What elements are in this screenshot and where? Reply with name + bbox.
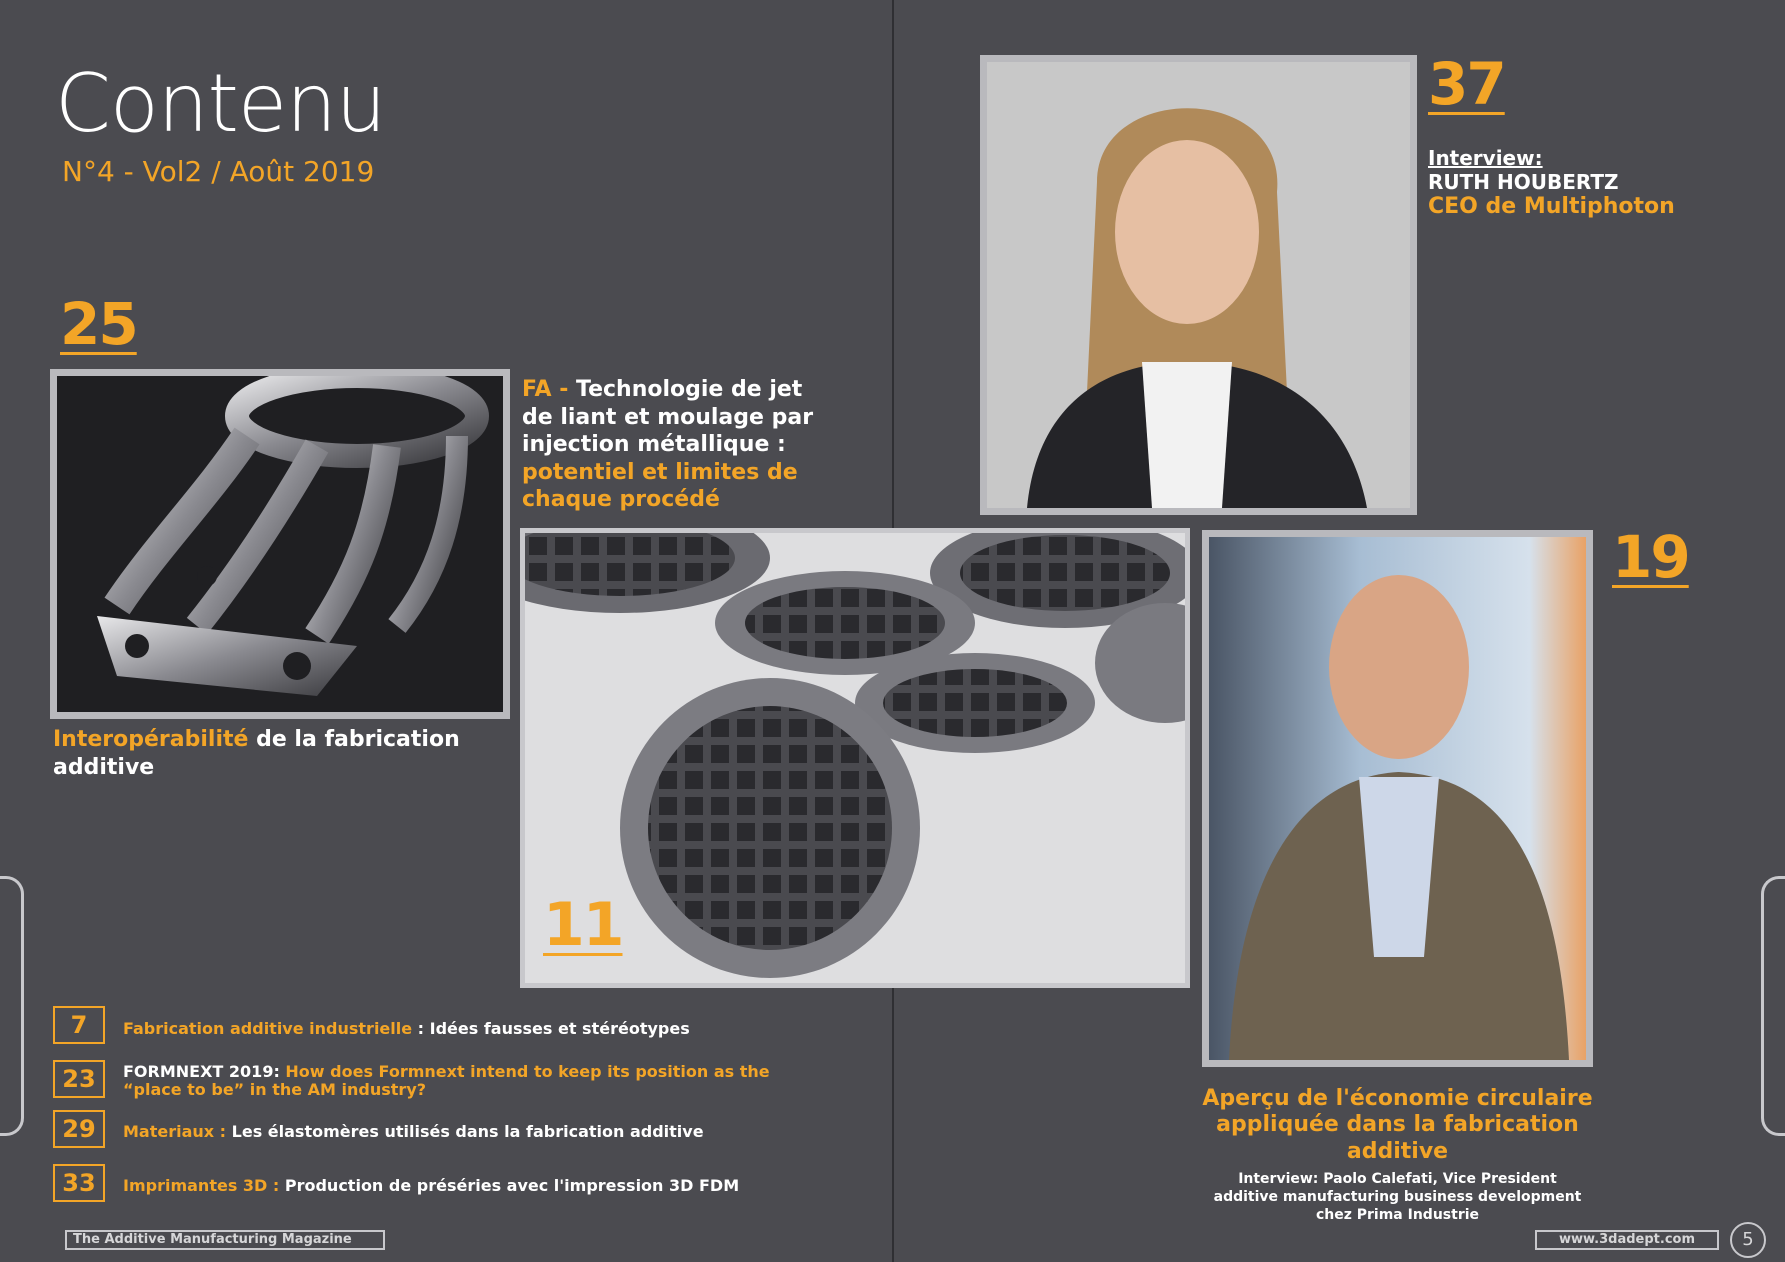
portrait-illustration [987, 62, 1410, 508]
feature-19-title[interactable]: Aperçu de l'économie circulaire appliquée dans la fabrication additive [1202, 1086, 1593, 1164]
feature-11-number[interactable]: 11 [543, 890, 623, 960]
toc-page-number: 29 [53, 1110, 105, 1148]
website-link[interactable]: www.3dadept.com [1535, 1230, 1719, 1250]
toc-description: Production de préséries avec l'impression 3D FDM [279, 1176, 740, 1195]
toc-item-text [123, 1063, 770, 1099]
interview-label: Interview: [1428, 146, 1543, 170]
metal-bracket-photo[interactable] [50, 369, 510, 719]
feature-11-main: Technologie de jet de liant et moulage par injection métallique : [522, 377, 814, 457]
toc-description: Idées fausses et stéréotypes [429, 1019, 690, 1038]
toc-category: Materiaux : [123, 1122, 227, 1141]
feature-37-number[interactable]: 37 [1428, 50, 1505, 118]
toc-description: Les élastomères utilisés dans la fabrication additive [226, 1122, 704, 1141]
toc-category: Imprimantes 3D : [123, 1176, 280, 1195]
ruth-houbertz-photo[interactable] [980, 55, 1417, 515]
page-title: Contenu [55, 57, 386, 150]
feature-19-subtitle: Interview: Paolo Calefati, Vice President additive manufacturing business development chez Prima Industrie [1213, 1171, 1582, 1224]
feature-11-prefix: FA - [522, 377, 576, 402]
paolo-calefati-photo[interactable] [1202, 530, 1593, 1067]
feature-25-number[interactable]: 25 [60, 290, 137, 358]
toc-separator: : [412, 1019, 430, 1038]
toc-category: Fabrication additive industrielle [123, 1019, 413, 1038]
portrait-illustration-2 [1209, 537, 1586, 1060]
toc-page-number: 7 [53, 1006, 105, 1044]
page-number: 5 [1730, 1222, 1766, 1258]
interviewee-role: CEO de Multiphoton [1428, 194, 1675, 219]
feature-25-highlight: Interopérabilité [53, 727, 249, 752]
left-page-tab [0, 876, 24, 1136]
feature-11-title[interactable] [522, 376, 822, 514]
feature-37-text[interactable] [1428, 146, 1748, 219]
toc-item-text [123, 1122, 704, 1141]
magazine-name: The Additive Manufacturing Magazine [65, 1230, 385, 1250]
feature-11-highlight: potentiel et limites de chaque procédé [522, 459, 798, 512]
feature-25-title[interactable] [53, 726, 483, 781]
interviewee-name: RUTH HOUBERTZ [1428, 170, 1619, 194]
toc-category: FORMNEXT 2019: [123, 1062, 280, 1081]
issue-info: N°4 - Vol2 / Août 2019 [62, 155, 375, 188]
metal-bracket-illustration [57, 376, 503, 712]
toc-description-line2: “place to be” in the AM industry? [123, 1080, 427, 1099]
toc-description-line1: How does Formnext intend to keep its position as the [279, 1062, 770, 1081]
toc-item-text [123, 1019, 690, 1038]
toc-item-text [123, 1176, 739, 1195]
ceramic-filter-illustration [525, 533, 1185, 983]
toc-page-number: 33 [53, 1164, 105, 1202]
feature-25-rest: de la fabrication additive [53, 727, 460, 780]
toc-page-number: 23 [53, 1060, 105, 1098]
right-page-tab [1761, 876, 1785, 1136]
feature-19-number[interactable]: 19 [1612, 523, 1689, 591]
